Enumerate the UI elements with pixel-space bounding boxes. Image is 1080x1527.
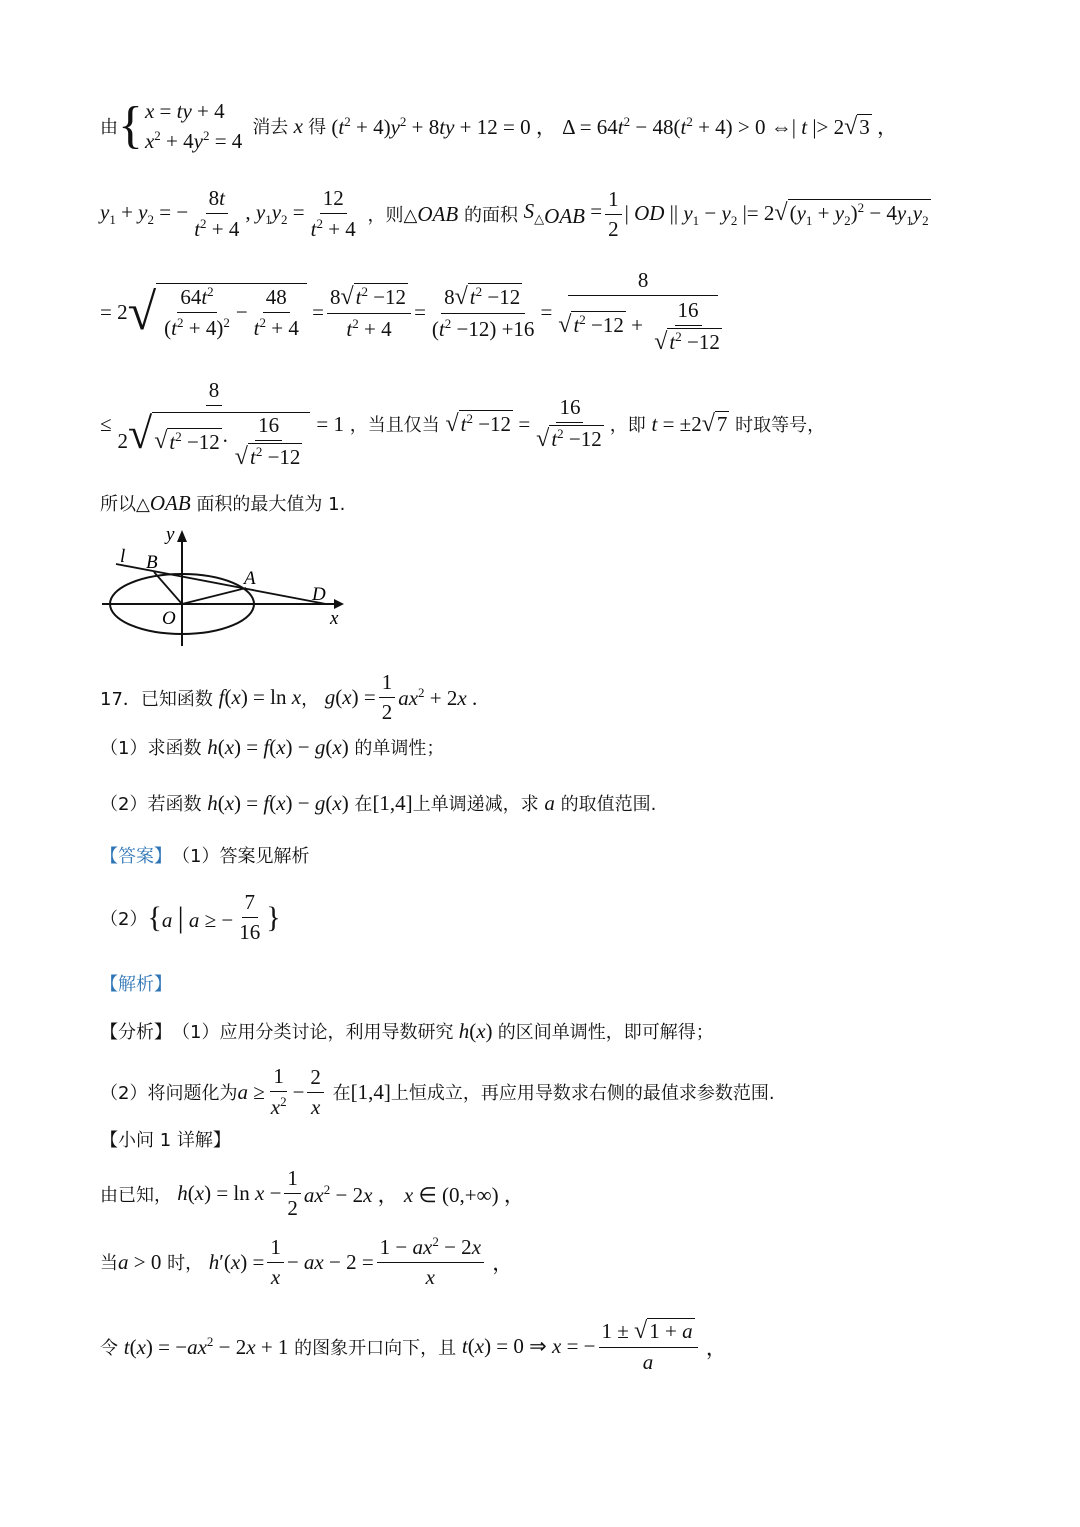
label-A: A xyxy=(244,568,256,589)
sub1-tag: 【小问 1 详解】 xyxy=(100,1130,231,1151)
area-derivation-line: = 2 √ $\frac{64t^2}{(t^2 + 4)^2}$ − $\frac{48}{t^2 + 4}$ = $\frac{8√t^2 -12}{t^2 + 4}$ = $\frac{8√t^2 -12}{(t^2 -12) +16}$ = 8 $√t^2 -12$ + $\frac{16}{√t^2 -12}$ xyxy=(100,268,720,355)
y-arrow xyxy=(177,530,187,542)
label-B: B xyxy=(146,552,158,573)
fenxi-2: （2）将问题化为 a ≥ $\frac{1}{x^2}$ − $\frac{2}{x}$ 在 [1,4] 上恒成立，再应用导数求右侧的最值求参数范围. xyxy=(100,1064,775,1119)
vieta-line: $y_1 + y_2$ = − $\frac{8t}{t^2 + 4}$ , $y_1y_2$ = $\frac{12}{t^2 + 4}$ ，则△OAB 的面积 $S_{\triangle OAB}$ = $\frac{1}{2}$ | OD || $y_1 - y_2$ |= $2√(y_1 + y_2)^2 - 4y_1y_2$ xyxy=(100,186,929,241)
question-17-part-1: （1）求函数 h(x) = f(x) − g(x) 的单调性； xyxy=(100,734,445,759)
analysis-tag-line xyxy=(100,970,172,996)
detail-1: 由已知， h(x) = ln x − $\frac{1}{2}$ $ax^2 - 2x$ ， x ∈ (0,+∞) ， xyxy=(100,1166,525,1220)
answer-tag: 【答案】 xyxy=(100,846,172,867)
answer-line-1 xyxy=(100,842,309,868)
label-y: y xyxy=(166,524,175,545)
answer-1: （1）答案见解析 xyxy=(172,846,310,867)
label-D: D xyxy=(312,584,326,605)
conclusion-text: 所以△ OAB 面积的最大值为 1. xyxy=(100,490,346,515)
segment-OB xyxy=(154,572,182,604)
segment-OA xyxy=(182,588,246,604)
label-x: x xyxy=(330,608,339,629)
quadratic-equation: $(t^2 + 4)y^2 + 8ty + 12 = 0$ ， $\Delta = 64t^2 - 48(t^2 + 4) > 0$ ⇔| t |> 2√3 ， xyxy=(326,114,899,141)
question-17-part-2: （2）若函数 h(x) = f(x) − g(x) 在 [1,4] 上单调递减，求 a 的取值范围. xyxy=(100,790,657,815)
label-l: l xyxy=(120,546,126,567)
left-brace: { xyxy=(118,97,143,155)
ellipse-figure xyxy=(98,520,358,650)
inequality-line: ≤ 8 2√ √ $t^2 -12$ · $\frac{16}{√t^2 -12}$ = 1 ，当且仅当 $√t^2 -12$ = $\frac{16}{√t^2 -12}$ ，即 t = ±2√7 时取等号， xyxy=(100,378,826,470)
detail-3: 令 $t(x) = -ax^2 - 2x + 1$ 的图象开口向下，且 t(x) = 0 ⇒ x = − $\frac{1 \pm √1 + a}{a}$ ， xyxy=(100,1318,727,1374)
system-line: 由 { x = ty + 4 $x^2 + 4y^2 = 4$ 消去 x 得 $(t^2 + 4)y^2 + 8ty + 12 = 0$ ， $\Delta = 64t^2 - 48(t^2 + 4) > 0$ ⇔| t |> 2√3 ， xyxy=(100,96,898,157)
analysis-tag: 【解析】 xyxy=(100,974,172,995)
equation-system: x = ty + 4 $x^2 + 4y^2 = 4$ xyxy=(144,99,243,154)
fenxi-1: 【分析】 （1）应用分类讨论，利用导数研究 h(x) 的区间单调性，即可解得； xyxy=(100,1018,714,1043)
answer-line-2: （2） { a | a ≥ − $\frac{7}{16}$ } xyxy=(100,890,281,944)
label-O: O xyxy=(162,608,176,629)
question-17: 17．已知函数 f(x) = ln x ， g(x) = $\frac{1}{2}$ $ax^2 + 2x$ . xyxy=(100,670,478,724)
detail-2: 当 a > 0 时， h′(x) = $\frac{1}{x}$ − ax − 2 = $\frac{1 - ax^2 - 2x}{x}$ ， xyxy=(100,1234,514,1289)
